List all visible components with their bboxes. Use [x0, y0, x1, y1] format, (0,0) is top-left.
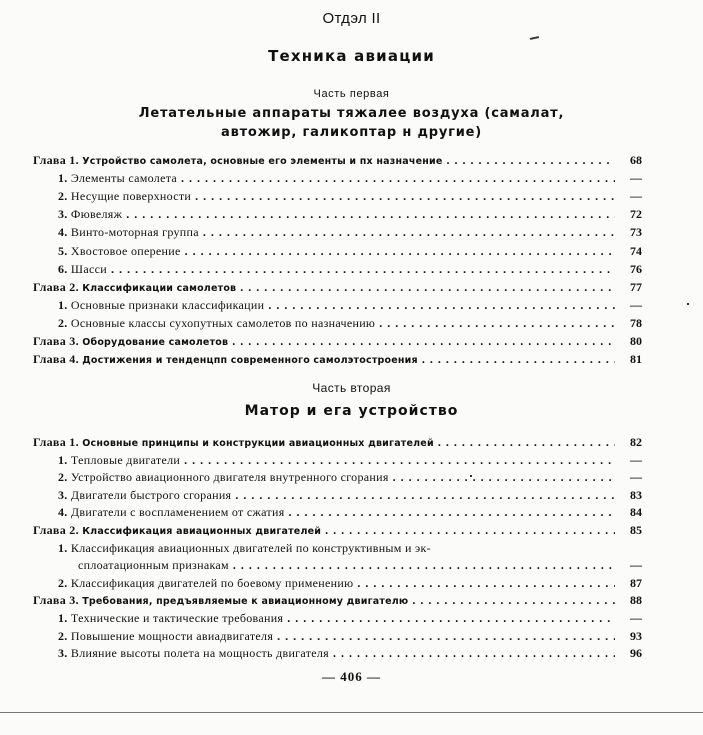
toc-page-number: —: [630, 558, 642, 573]
toc-page-number: 88: [630, 593, 642, 608]
toc-entry-title: Технические и тактические требования: [70, 611, 284, 625]
toc-page-number: 96: [630, 646, 642, 661]
toc-page-number: 85: [630, 523, 642, 537]
toc-item-number: 1.: [58, 540, 68, 555]
toc-entry-title: Достижения и тенденцпп современного самолэтостроения: [82, 355, 418, 367]
toc-page-number: 73: [630, 225, 642, 240]
toc-entry-text: [58, 315, 615, 331]
toc-entry-text: [33, 279, 615, 295]
toc-page-number: 77: [630, 279, 642, 294]
toc-entry-text: [33, 152, 615, 168]
toc-entry-text: [58, 452, 615, 468]
toc-page-number: —: [630, 189, 642, 204]
toc-item-number: 2.: [58, 315, 68, 330]
toc-entry-title: Двигатели с воспламенением от сжатия: [70, 505, 285, 520]
toc-entry-text: [58, 224, 615, 240]
toc-entry-title: Хвостовое оперение: [70, 243, 181, 258]
toc-chapter-row: [0, 592, 703, 608]
toc-entry-title: Основные признаки классификации: [70, 297, 265, 312]
toc-chapter-row: [0, 152, 703, 168]
toc-item-row: [0, 504, 703, 520]
section-label: Отдэл II: [322, 10, 381, 27]
toc-page-number: —: [630, 171, 642, 186]
toc-chapter-row: [0, 351, 703, 367]
toc-item-row: [0, 645, 703, 661]
toc-entry-text: [58, 540, 615, 556]
toc-page-number: 76: [630, 261, 642, 276]
toc-entry-title: Двигатели быстрого сгорания: [70, 487, 232, 502]
toc-entry-title: Устройство авиационного двигателя внутренного сгорания: [70, 470, 389, 485]
toc-item-number: 3.: [58, 646, 68, 661]
toc-chapter-label: Глава 2.: [33, 523, 79, 537]
toc-chapter-label: Глава 2.: [33, 279, 79, 294]
part-one-title-line-1: Летательные аппараты тяжалее воздуха (самалат,: [138, 106, 565, 121]
toc-item-row: [0, 224, 703, 240]
section-title: Техника авиации: [268, 47, 435, 65]
toc-entry-title: Классификация двигателей по боевому применению: [70, 575, 354, 590]
toc-entry-title: Тепловые двигатели: [70, 452, 181, 467]
toc-page-number: [630, 540, 662, 556]
toc-chapter-label: Глава 3.: [33, 593, 79, 608]
toc-entry-text: [58, 469, 615, 485]
toc-page-number: 74: [630, 243, 642, 258]
toc-entry-text: [58, 243, 615, 259]
toc-chapter-row: [0, 279, 703, 295]
toc-entry-title: Влияние высоты полета на мощность двигателя: [70, 646, 329, 661]
toc-item-row: [0, 188, 703, 204]
part-one-label: Часть первая: [313, 88, 390, 100]
toc-entry-text: [58, 575, 615, 591]
page-number: — 406 —: [322, 669, 381, 684]
toc-item-row: [0, 315, 703, 331]
toc-item-row: [0, 610, 703, 626]
part-one-title-line-2: автожир, галикоптар н другие): [221, 125, 482, 140]
toc-page-number: 72: [630, 207, 642, 222]
toc-item-number: 6.: [58, 261, 68, 276]
toc-entry-title: Элементы самолета: [70, 171, 178, 186]
toc-item-row: [0, 206, 703, 222]
part-one-title: [0, 104, 703, 142]
toc-entry-text: [33, 333, 615, 349]
toc-item-row: [0, 540, 703, 556]
toc-page-number: 81: [630, 352, 642, 367]
toc-page-number: 68: [630, 153, 642, 167]
toc-item-number: 4.: [58, 225, 68, 240]
print-speck: [470, 475, 472, 477]
toc-entry-title: Требования, предъявляемые к авиационному двигателю: [82, 596, 409, 608]
toc-item-row: [0, 452, 703, 468]
toc-entry-text: [78, 557, 615, 573]
toc-item-number: 2.: [58, 189, 68, 204]
toc-item-number: 5.: [58, 243, 68, 258]
toc-entry-text: [58, 645, 615, 661]
toc-entry-text: [58, 188, 615, 204]
toc-page-number: —: [630, 611, 642, 625]
toc-page-number: —: [630, 452, 642, 467]
toc-item-number: 3.: [58, 207, 68, 222]
toc-entry-title: Несущие поверхности: [70, 189, 192, 204]
print-speck: [530, 36, 539, 40]
toc-item-row: [0, 170, 703, 186]
toc-page-number: 87: [630, 575, 642, 590]
toc-item-number: 1.: [58, 452, 68, 467]
toc-item-row: [0, 469, 703, 485]
toc-entry-text: [58, 170, 615, 186]
toc-entry-title: Классификации самолетов: [82, 282, 237, 294]
toc-item-number: 2.: [58, 628, 68, 643]
print-speck: [687, 303, 689, 305]
toc-page-number: 82: [630, 435, 642, 449]
toc-chapter-row: [0, 333, 703, 349]
toc-item-row: [0, 243, 703, 259]
toc-chapter-row: [0, 522, 703, 538]
toc-entry-title: Винто-моторная группа: [70, 225, 199, 240]
toc-item-row: [0, 575, 703, 591]
toc-page-number: —: [630, 297, 642, 312]
toc-item-number: 2.: [58, 575, 68, 590]
toc-item-row: [0, 297, 703, 313]
toc-entry-title: Фювеляж: [70, 207, 123, 222]
toc-entry-title: Оборудование самолетов: [82, 337, 229, 348]
toc-chapter-label: Глава 1.: [33, 153, 79, 167]
toc-entry-title: сплоатационным признакам: [78, 558, 229, 573]
toc-chapter-row: [0, 434, 703, 450]
toc-item-number: 1.: [58, 297, 68, 312]
toc-entry-text: [33, 351, 615, 367]
toc-item-row: [0, 628, 703, 644]
part-two-label: Часть вторая: [312, 381, 391, 395]
toc-entry-title: Классификация авиационных двигателей по конструктивным и эк-: [70, 540, 431, 555]
toc-entry-title: Классификация авиационных двигателей: [82, 526, 322, 537]
toc-page-number: 80: [630, 334, 642, 348]
toc-entry-text: [58, 297, 615, 313]
toc-item-number: 3.: [58, 487, 68, 502]
toc-entry-title: Основные принципы и конструкции авиационных двигателей: [82, 438, 434, 449]
toc-item-number: 4.: [58, 505, 68, 520]
part-two-title: Матор и ега устройство: [244, 403, 459, 419]
toc-entry-text: [58, 628, 615, 644]
toc-chapter-label: Глава 1.: [33, 435, 79, 449]
toc-entry-title: Шасси: [70, 261, 107, 276]
toc-entry-text: [58, 487, 615, 503]
toc-chapter-label: Глава 3.: [33, 334, 79, 348]
toc-item-number: 2.: [58, 470, 68, 485]
toc-item-row: [0, 261, 703, 277]
toc-item-row: [0, 557, 703, 573]
toc-item-row: [0, 487, 703, 503]
toc-page-number: —: [630, 470, 642, 485]
toc-entry-title: Основные классы сухопутных самолетов по назначению: [70, 315, 376, 330]
toc-entry-title: Устройство самолета, основные его элементы и пх назначение: [82, 156, 443, 167]
toc-entry-text: [58, 261, 615, 277]
toc-entry-text: [33, 592, 615, 608]
toc-entry-text: [58, 504, 615, 520]
toc-entry-title: Повышение мощности авиадвигателя: [70, 628, 274, 643]
toc-entry-text: [33, 434, 615, 450]
toc-entry-text: [33, 522, 615, 538]
toc-entry-text: [58, 610, 615, 626]
toc-page-number: 83: [630, 487, 642, 502]
toc-entry-text: [58, 206, 615, 222]
toc-item-number: 1.: [58, 611, 68, 625]
toc-page-number: 84: [630, 505, 642, 520]
toc-item-number: 1.: [58, 171, 68, 186]
scan-bottom-edge: [0, 712, 703, 713]
toc-chapter-label: Глава 4.: [33, 352, 79, 367]
toc-page-number: 78: [630, 315, 642, 330]
toc-page-number: 93: [630, 628, 642, 643]
